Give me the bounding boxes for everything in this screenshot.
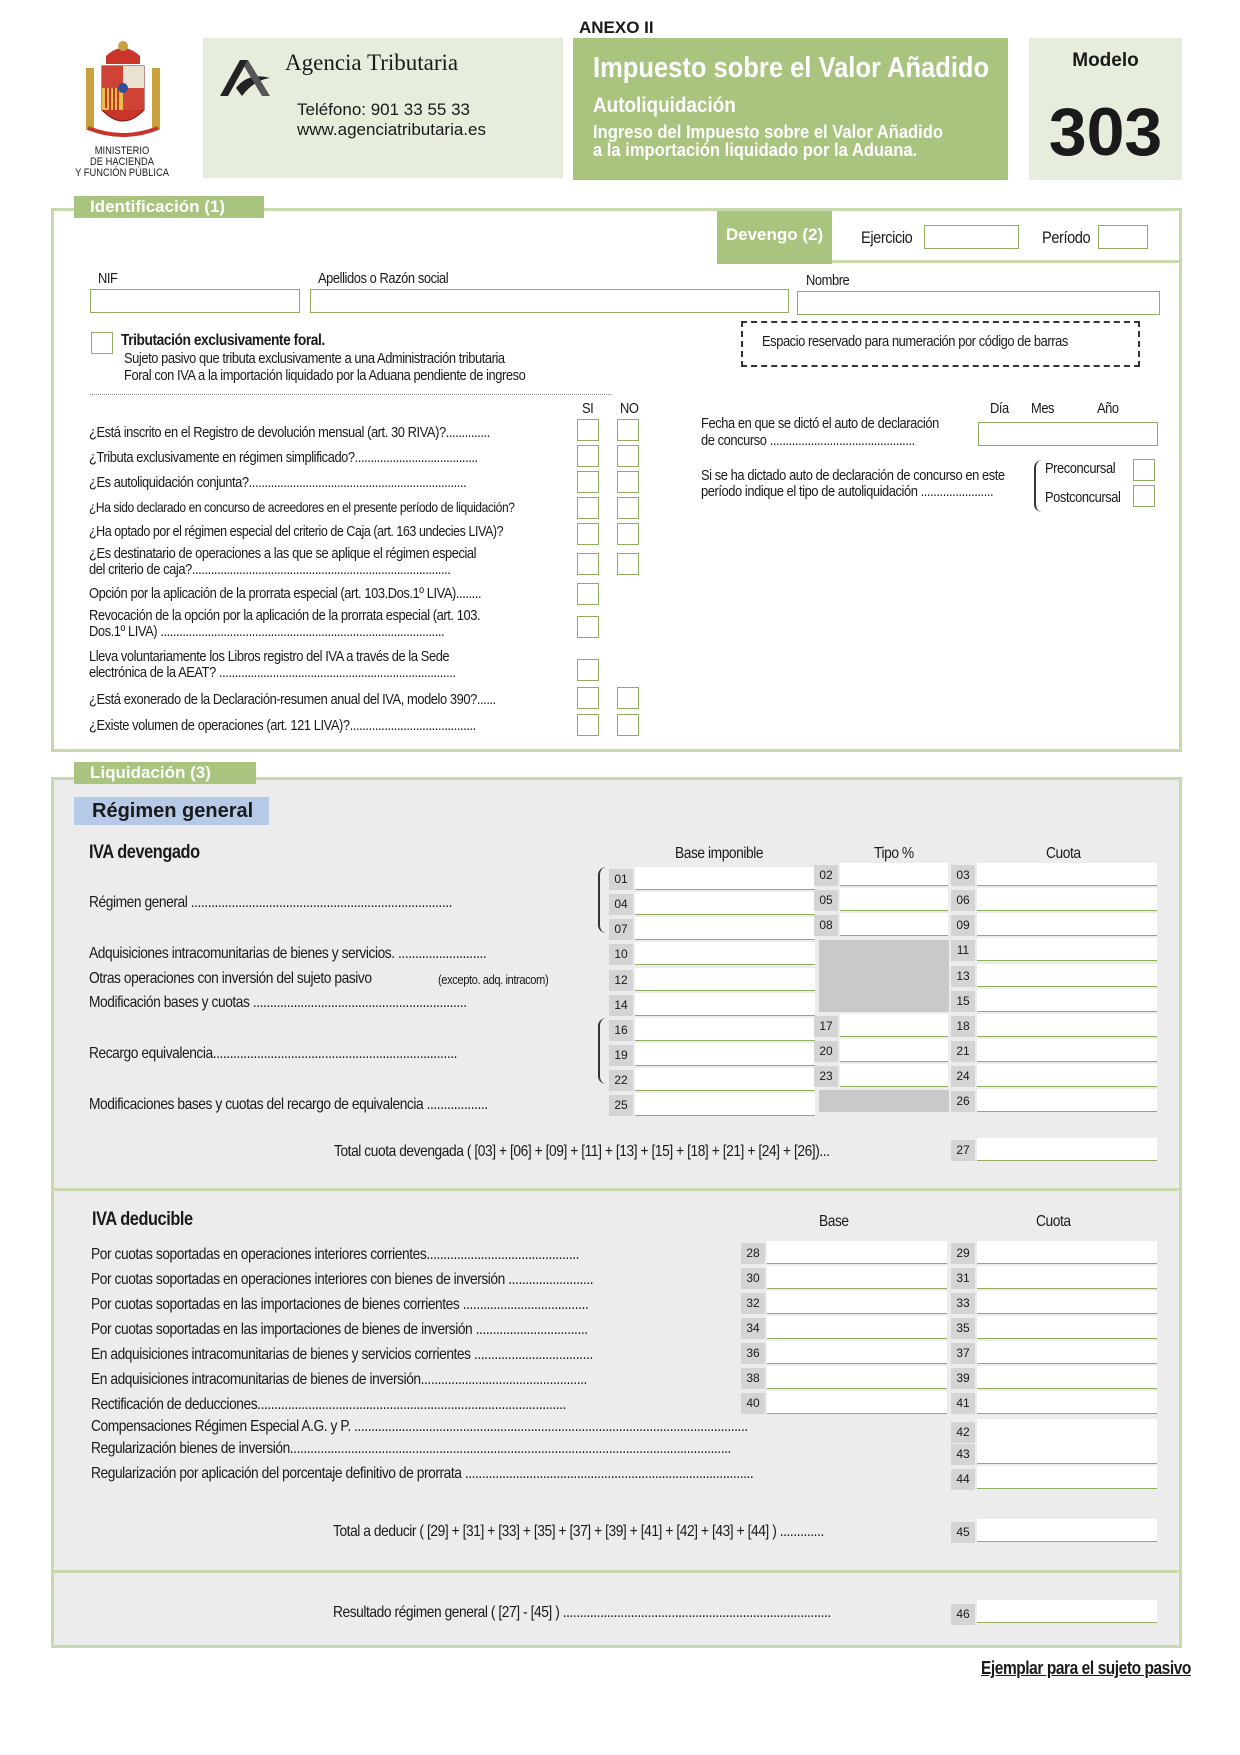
box-37-number: 37 xyxy=(951,1343,975,1364)
prorrata-si[interactable] xyxy=(577,583,599,605)
registro-devolucion-si[interactable] xyxy=(577,419,599,441)
box-40-field[interactable] xyxy=(767,1391,947,1414)
exonerado-390-si[interactable] xyxy=(577,687,599,709)
modelo-number: 303 xyxy=(1048,94,1163,170)
question-revocacion-2: Dos.1º LIVA) .......................................................................................... xyxy=(89,623,445,640)
identificacion-tab: Identificación (1) xyxy=(74,196,264,218)
agency-phone: Teléfono: 901 33 55 33 xyxy=(297,100,470,119)
box-21-field[interactable] xyxy=(977,1039,1157,1062)
box-42-field[interactable] xyxy=(977,1419,1157,1442)
regimen-general-heading: Régimen general xyxy=(74,797,269,825)
question-libros-2: electrónica de la AEAT? ........................................................................... xyxy=(89,664,456,681)
nombre-label: Nombre xyxy=(806,272,850,289)
box-09-field[interactable] xyxy=(977,913,1157,936)
tipo-disabled-2 xyxy=(819,1090,949,1112)
box-08-number: 08 xyxy=(814,915,838,936)
box-20-number: 20 xyxy=(814,1041,838,1062)
box-29-number: 29 xyxy=(951,1243,975,1264)
modificacion-row-label: Modificación bases y cuotas ............................................................... xyxy=(89,994,467,1011)
box-38-number: 38 xyxy=(741,1368,765,1389)
iva-devengado-heading: IVA devengado xyxy=(89,842,200,863)
otras-operaciones-row-label: Otras operaciones con inversión del sujeto pasivo xyxy=(89,970,372,987)
box-34-number: 34 xyxy=(741,1318,765,1339)
anexo-label: ANEXO II xyxy=(579,18,654,37)
auto-concurso-label-1: Si se ha dictado auto de declaración de concurso en este xyxy=(701,467,1005,484)
box-41-field[interactable] xyxy=(977,1391,1157,1414)
anio-label: Año xyxy=(1097,400,1119,417)
box-04-number: 04 xyxy=(609,894,633,915)
box-32-number: 32 xyxy=(741,1293,765,1314)
box-39-field[interactable] xyxy=(977,1366,1157,1389)
cuota-header-2: Cuota xyxy=(1036,1213,1071,1230)
box-30-number: 30 xyxy=(741,1268,765,1289)
tax-description-1: Ingreso del Impuesto sobre el Valor Añadido xyxy=(593,122,943,142)
nif-field[interactable] xyxy=(90,289,300,313)
box-20-field[interactable] xyxy=(840,1039,948,1062)
ejercicio-label: Ejercicio xyxy=(861,228,913,247)
agency-name: Agencia Tributaria xyxy=(285,50,459,75)
box-14-number: 14 xyxy=(609,995,633,1016)
footer-ejemplar: Ejemplar para el sujeto pasivo xyxy=(981,1658,1191,1678)
box-26-number: 26 xyxy=(951,1091,975,1112)
auto-concurso-brace xyxy=(1034,460,1042,512)
box-40-number: 40 xyxy=(741,1393,765,1414)
box-01-field[interactable] xyxy=(635,867,815,890)
box-07-field[interactable] xyxy=(635,917,815,940)
tax-subtitle: Autoliquidación xyxy=(593,94,736,117)
deducible-extra-row-label: Compensaciones Régimen Especial A.G. y P. .................................................................................................................... xyxy=(91,1418,748,1435)
tax-description-2: a la importación liquidado por la Aduana. xyxy=(593,140,918,160)
deducible-extra-row-label: Regularización por aplicación del porcentaje definitivo de prorrata ..................................................................................... xyxy=(91,1465,754,1482)
question-exonerado-390: ¿Está exonerado de la Declaración-resumen anual del IVA, modelo 390?...... xyxy=(89,691,496,708)
apellidos-field[interactable] xyxy=(310,289,789,313)
box-06-field[interactable] xyxy=(977,888,1157,911)
foral-line-2: Foral con IVA a la importación liquidado por la Aduana pendiente de ingreso xyxy=(124,367,526,384)
concurso-si[interactable] xyxy=(577,497,599,519)
preconcursal-label: Preconcursal xyxy=(1045,460,1116,477)
box-37-field[interactable] xyxy=(977,1341,1157,1364)
ministerio-label xyxy=(71,146,173,179)
question-criterio-caja: ¿Ha optado por el régimen especial del criterio de Caja (art. 163 undecies LIVA)? xyxy=(89,524,504,540)
modelo-label: Modelo xyxy=(1072,50,1139,71)
mod-recargo-row-label: Modificaciones bases y cuotas del recargo de equivalencia .................. xyxy=(89,1096,488,1113)
deducible-row-label: En adquisiciones intracomunitarias de bienes de inversión................................................. xyxy=(91,1371,587,1388)
box-25-field[interactable] xyxy=(635,1093,815,1116)
question-destinatario-1: ¿Es destinatario de operaciones a las que se aplique el régimen especial xyxy=(89,545,477,562)
no-header: NO xyxy=(620,400,639,417)
revocacion-si[interactable] xyxy=(577,616,599,638)
box-02-number: 02 xyxy=(814,865,838,886)
question-registro-devolucion: ¿Está inscrito en el Registro de devolución mensual (art. 30 RIVA)?.............. xyxy=(89,424,490,441)
box-13-field[interactable] xyxy=(977,964,1157,987)
box-18-number: 18 xyxy=(951,1016,975,1037)
box-11-number: 11 xyxy=(951,940,975,961)
recargo-row-label: Recargo equivalencia........................................................................ xyxy=(89,1045,458,1062)
si-header: SI xyxy=(582,400,594,417)
box-33-field[interactable] xyxy=(977,1291,1157,1314)
box-31-field[interactable] xyxy=(977,1266,1157,1289)
box-15-number: 15 xyxy=(951,991,975,1012)
devengo-tab: Devengo (2) xyxy=(717,211,832,264)
box-23-field[interactable] xyxy=(840,1064,948,1087)
box-19-field[interactable] xyxy=(635,1043,815,1066)
box-44-number: 44 xyxy=(951,1469,975,1490)
iva-deducible-heading: IVA deducible xyxy=(92,1209,193,1230)
question-destinatario-2: del criterio de caja?.................................................................................. xyxy=(89,561,451,578)
question-simplificado: ¿Tributa exclusivamente en régimen simplificado?....................................... xyxy=(89,449,478,466)
destinatario-no[interactable] xyxy=(617,553,639,575)
deducible-extra-row-label: Regularización bienes de inversión.................................................................................................................................. xyxy=(91,1440,731,1457)
deducible-row-label: Por cuotas soportadas en las importaciones de bienes de inversión ................................. xyxy=(91,1321,588,1338)
box-43-number: 43 xyxy=(951,1444,975,1465)
periodo-field[interactable] xyxy=(1098,225,1148,249)
volumen-operaciones-no[interactable] xyxy=(617,714,639,736)
box-04-field[interactable] xyxy=(635,892,815,915)
modelo-box xyxy=(1029,38,1182,180)
box-45-number: 45 xyxy=(951,1522,975,1543)
box-46-field[interactable] xyxy=(977,1600,1157,1623)
box-24-field[interactable] xyxy=(977,1064,1157,1087)
box-10-field[interactable] xyxy=(635,942,815,965)
box-13-number: 13 xyxy=(951,966,975,987)
box-39-number: 39 xyxy=(951,1368,975,1389)
foral-title: Tributación exclusivamente foral. xyxy=(121,332,325,349)
box-16-number: 16 xyxy=(609,1020,633,1041)
postconcursal-checkbox[interactable] xyxy=(1133,485,1155,507)
box-17-number: 17 xyxy=(814,1016,838,1037)
question-libros-1: Lleva voluntariamente los Libros registro del IVA a través de la Sede xyxy=(89,648,450,665)
box-35-field[interactable] xyxy=(977,1316,1157,1339)
foral-checkbox[interactable] xyxy=(91,332,113,354)
simplificado-si[interactable] xyxy=(577,445,599,467)
box-36-number: 36 xyxy=(741,1343,765,1364)
box-28-field[interactable] xyxy=(767,1241,947,1264)
deducible-row-label: En adquisiciones intracomunitarias de bienes y servicios corrientes ................................... xyxy=(91,1346,593,1363)
liquidacion-divider-1 xyxy=(51,1188,1182,1191)
conjunta-si[interactable] xyxy=(577,471,599,493)
box-05-number: 05 xyxy=(814,890,838,911)
box-17-field[interactable] xyxy=(840,1014,948,1037)
box-07-number: 07 xyxy=(609,919,633,940)
box-03-field[interactable] xyxy=(977,863,1157,886)
barcode-label: Espacio reservado para numeración por código de barras xyxy=(762,333,1068,350)
box-05-field[interactable] xyxy=(840,888,948,911)
fecha-concurso-field[interactable] xyxy=(978,422,1158,446)
periodo-label: Período xyxy=(1042,228,1091,247)
tipo-disabled-1 xyxy=(819,940,949,1012)
apellidos-label: Apellidos o Razón social xyxy=(318,270,449,287)
box-36-field[interactable] xyxy=(767,1341,947,1364)
fecha-concurso-label-2: de concurso .............................................. xyxy=(701,432,915,449)
question-prorrata: Opción por la aplicación de la prorrata especial (art. 103.Dos.1º LIVA)........ xyxy=(89,585,482,602)
box-25-number: 25 xyxy=(609,1095,633,1116)
foral-line-1: Sujeto pasivo que tributa exclusivamente a una Administración tributaria xyxy=(124,350,505,367)
regimen-general-brace xyxy=(598,867,606,933)
box-15-field[interactable] xyxy=(977,989,1157,1012)
mes-label: Mes xyxy=(1031,400,1055,417)
question-conjunta: ¿Es autoliquidación conjunta?..................................................................... xyxy=(89,474,467,491)
liquidacion-divider-2 xyxy=(51,1570,1182,1573)
box-27-field[interactable] xyxy=(977,1138,1157,1161)
recargo-brace xyxy=(598,1018,606,1084)
box-12-number: 12 xyxy=(609,970,633,991)
concurso-no[interactable] xyxy=(617,497,639,519)
box-01-number: 01 xyxy=(609,869,633,890)
ministerio-line-1: MINISTERIO xyxy=(94,145,150,157)
box-12-field[interactable] xyxy=(635,968,815,991)
box-02-field[interactable] xyxy=(840,863,948,886)
tipo-header: Tipo % xyxy=(874,845,914,862)
ministerio-line-3: Y FUNCIÓN PÚBLICA xyxy=(75,167,169,179)
base-imponible-header: Base imponible xyxy=(675,845,764,862)
destinatario-si[interactable] xyxy=(577,553,599,575)
coat-of-arms-icon xyxy=(78,38,168,146)
regimen-general-row-label: Régimen general ............................................................................. xyxy=(89,894,453,911)
box-26-field[interactable] xyxy=(977,1089,1157,1112)
dia-label: Día xyxy=(990,400,1009,417)
agency-web: www.agenciatributaria.es xyxy=(297,120,486,139)
box-09-number: 09 xyxy=(951,915,975,936)
conjunta-no[interactable] xyxy=(617,471,639,493)
deducible-row-label: Por cuotas soportadas en operaciones interiores corrientes............................................. xyxy=(91,1246,579,1263)
total-deducir-label: Total a deducir ( [29] + [31] + [33] + [35] + [37] + [39] + [41] + [42] + [43] + [44] ) ............. xyxy=(333,1523,824,1540)
criterio-caja-no[interactable] xyxy=(617,523,639,545)
box-45-field[interactable] xyxy=(977,1519,1157,1542)
box-03-number: 03 xyxy=(951,865,975,886)
box-29-field[interactable] xyxy=(977,1241,1157,1264)
simplificado-no[interactable] xyxy=(617,445,639,467)
box-28-number: 28 xyxy=(741,1243,765,1264)
criterio-caja-si[interactable] xyxy=(577,523,599,545)
otras-operaciones-row-note: (excepto. adq. intracom) xyxy=(438,972,549,987)
box-16-field[interactable] xyxy=(635,1018,815,1041)
box-23-number: 23 xyxy=(814,1066,838,1087)
box-18-field[interactable] xyxy=(977,1014,1157,1037)
box-08-field[interactable] xyxy=(840,913,948,936)
registro-devolucion-no[interactable] xyxy=(617,419,639,441)
question-volumen-operaciones: ¿Existe volumen de operaciones (art. 121 LIVA)?........................................ xyxy=(89,717,476,734)
tax-title: Impuesto sobre el Valor Añadido xyxy=(593,52,990,84)
box-38-field[interactable] xyxy=(767,1366,947,1389)
box-30-field[interactable] xyxy=(767,1266,947,1289)
tax-title-box xyxy=(573,38,1008,180)
exonerado-390-no[interactable] xyxy=(617,687,639,709)
box-22-field[interactable] xyxy=(635,1068,815,1091)
box-22-number: 22 xyxy=(609,1070,633,1091)
total-devengada-label: Total cuota devengada ( [03] + [06] + [09] + [11] + [13] + [15] + [18] + [21] + [24] + [26])... xyxy=(334,1143,830,1160)
box-33-number: 33 xyxy=(951,1293,975,1314)
box-10-number: 10 xyxy=(609,944,633,965)
box-32-field[interactable] xyxy=(767,1291,947,1314)
postconcursal-label: Postconcursal xyxy=(1045,489,1121,506)
deducible-row-label: Por cuotas soportadas en operaciones interiores con bienes de inversión ......................... xyxy=(91,1271,594,1288)
agency-box xyxy=(203,38,563,178)
box-46-number: 46 xyxy=(951,1604,975,1625)
box-44-field[interactable] xyxy=(977,1466,1157,1489)
base-header: Base xyxy=(819,1213,849,1230)
deducible-row-label: Por cuotas soportadas en las importaciones de bienes corrientes ..................................... xyxy=(91,1296,589,1313)
question-revocacion-1: Revocación de la opción por la aplicación de la prorrata especial (art. 103. xyxy=(89,607,481,624)
question-concurso: ¿Ha sido declarado en concurso de acreedores en el presente período de liquidación? xyxy=(89,499,515,515)
libros-si[interactable] xyxy=(577,659,599,681)
fecha-concurso-label-1: Fecha en que se dictó el auto de declaración xyxy=(701,415,939,432)
box-41-number: 41 xyxy=(951,1393,975,1414)
box-24-number: 24 xyxy=(951,1066,975,1087)
resultado-label: Resultado régimen general ( [27] - [45] ) ............................................................................... xyxy=(333,1604,831,1621)
auto-concurso-label-2: período indique el tipo de autoliquidación ....................... xyxy=(701,483,994,500)
deducible-row-label: Rectificación de deducciones........................................................................................... xyxy=(91,1396,566,1413)
box-14-field[interactable] xyxy=(635,993,815,1016)
liquidacion-tab: Liquidación (3) xyxy=(74,762,256,784)
nif-label: NIF xyxy=(98,270,118,287)
box-06-number: 06 xyxy=(951,890,975,911)
box-19-number: 19 xyxy=(609,1045,633,1066)
box-21-number: 21 xyxy=(951,1041,975,1062)
box-42-number: 42 xyxy=(951,1422,975,1443)
questions-divider xyxy=(90,394,611,395)
ejercicio-field[interactable] xyxy=(924,225,1019,249)
agency-logo-icon xyxy=(218,52,272,103)
box-31-number: 31 xyxy=(951,1268,975,1289)
volumen-operaciones-si[interactable] xyxy=(577,714,599,736)
adquisiciones-row-label: Adquisiciones intracomunitarias de bienes y servicios. .......................... xyxy=(89,945,487,962)
cuota-header: Cuota xyxy=(1046,845,1081,862)
devengo-divider xyxy=(832,260,1180,263)
preconcursal-checkbox[interactable] xyxy=(1133,459,1155,481)
box-43-field[interactable] xyxy=(977,1441,1157,1464)
box-34-field[interactable] xyxy=(767,1316,947,1339)
box-35-number: 35 xyxy=(951,1318,975,1339)
box-27-number: 27 xyxy=(951,1140,975,1161)
ministerio-line-2: DE HACIENDA xyxy=(90,156,154,168)
nombre-field[interactable] xyxy=(797,291,1160,315)
box-11-field[interactable] xyxy=(977,938,1157,961)
